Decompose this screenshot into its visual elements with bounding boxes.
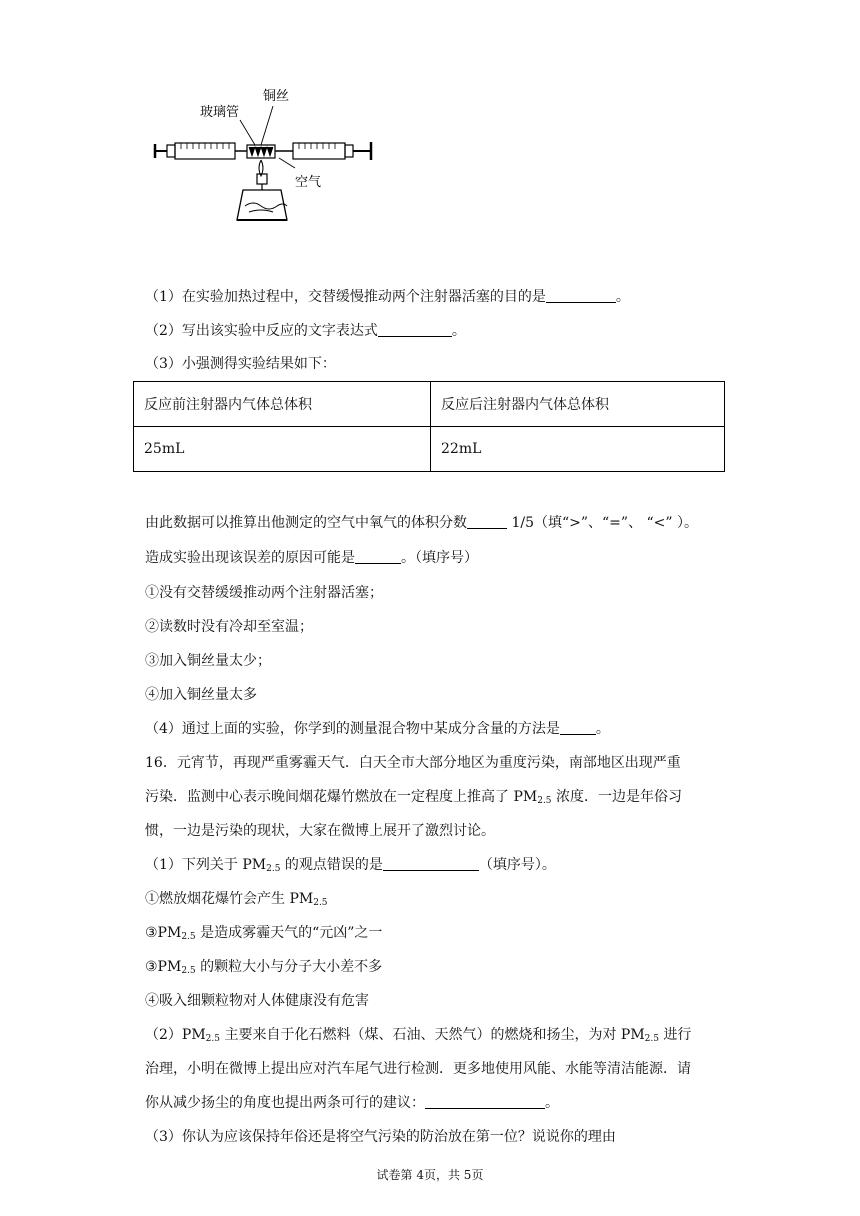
table-row <box>134 427 725 472</box>
table-header-cell: 反应后注射器内气体总体积 <box>431 382 725 427</box>
q15-part3-text: （3）小强测得实验结果如下： <box>145 356 336 372</box>
copper-wire-label: 铜丝 <box>263 88 290 103</box>
answer-blank[interactable] <box>378 322 452 337</box>
option-text-end: 是造成雾霾天气的“元凶”之一 <box>195 925 383 941</box>
q16-intro2-text-end: 浓度．一边是年俗习 <box>551 789 682 805</box>
q15-part1 <box>145 287 630 307</box>
q15-part1-text: （1）在实验加热过程中，交替缓慢推动两个注射器活塞的目的是 <box>145 289 546 305</box>
glass-tube-label: 玻璃管 <box>200 104 240 119</box>
q16-part2-line3-text: 你从减少扬尘的角度也提出两条可行的建议： <box>145 1095 425 1111</box>
apparatus-figure <box>145 78 385 238</box>
q16-part2-text-mid: 主要来自于化石燃料（煤、石油、天然气）的燃烧和扬尘，为对 PM <box>220 1027 645 1043</box>
option-text: ③PM <box>145 959 182 975</box>
q15-cause-hint: 。（填序号） <box>401 550 478 566</box>
subscript: 2.5 <box>537 796 552 806</box>
q16-part2-text: （2）PM <box>145 1027 206 1043</box>
q15-part4 <box>145 719 610 739</box>
answer-blank[interactable] <box>467 514 507 529</box>
q15-infer <box>145 513 698 533</box>
q15-part2 <box>145 321 466 341</box>
subscript: 2.5 <box>313 898 328 908</box>
q15-infer-text: 由此数据可以推算出他测定的空气中氧气的体积分数 <box>145 515 467 531</box>
q16-part1 <box>145 855 556 875</box>
answer-blank[interactable] <box>355 549 401 564</box>
q16-part2-line1 <box>145 1025 691 1045</box>
q15-infer-hint: 1/5（填“>”、“=”、 “<” ）。 <box>511 515 699 531</box>
q16-intro-line2 <box>145 787 682 807</box>
option-text-end: 的颗粒大小与分子大小差不多 <box>195 959 383 975</box>
page-footer: 试卷第 4页，共 5页 <box>376 1168 484 1182</box>
option-item: ④吸入细颗粒物对人体健康没有危害 <box>145 993 369 1009</box>
q15-cause <box>145 548 478 568</box>
syringe-apparatus-diagram <box>145 78 385 238</box>
answer-blank[interactable] <box>425 1094 545 1109</box>
q16-intro-line1: 16．元宵节，再现严重雾霾天气．白天全市大部分地区为重度污染，南部地区出现严重 <box>145 755 681 771</box>
q15-part4-text: （4）通过上面的实验，你学到的测量混合物中某成分含量的方法是 <box>145 721 560 737</box>
q16-part2-line2: 治理，小明在微博上提出应对汽车尾气进行检测．更多地使用风能、水能等清洁能源．请 <box>145 1061 691 1077</box>
q16-part3: （3）你认为应该保持年俗还是将空气污染的防治放在第一位？说说你的理由 <box>145 1129 616 1145</box>
option-text: ③PM <box>145 925 182 941</box>
table-row <box>134 382 725 427</box>
option-item <box>145 889 328 909</box>
air-label: 空气 <box>295 174 322 189</box>
q16-part2-line3-end: 。 <box>545 1095 559 1111</box>
q15-cause-text: 造成实验出现该误差的原因可能是 <box>145 550 355 566</box>
subscript: 2.5 <box>644 1034 659 1044</box>
table-header-cell: 反应前注射器内气体总体积 <box>134 382 431 427</box>
q15-part4-end: 。 <box>595 721 610 737</box>
q16-part1-text: （1）下列关于 PM <box>145 857 267 873</box>
q16-part1-hint: （填序号）。 <box>478 857 556 873</box>
table-cell: 22mL <box>431 427 725 472</box>
option-item <box>145 957 382 977</box>
option-item: ②读数时没有冷却至室温； <box>145 619 313 635</box>
subscript: 2.5 <box>205 1034 220 1044</box>
results-table <box>133 381 725 472</box>
table-cell: 25mL <box>134 427 431 472</box>
subscript: 2.5 <box>181 966 196 976</box>
option-item <box>145 923 382 943</box>
q16-intro-line3: 惯，一边是污染的现状，大家在微博上展开了激烈讨论。 <box>145 823 495 839</box>
q15-part3 <box>145 354 336 374</box>
q15-part1-end: 。 <box>615 289 630 305</box>
option-text: ①燃放烟花爆竹会产生 PM <box>145 891 314 907</box>
option-item: ①没有交替缓缓推动两个注射器活塞； <box>145 585 383 601</box>
option-item: ③加入铜丝量太少； <box>145 653 271 669</box>
q15-part2-end: 。 <box>451 323 466 339</box>
q16-part1-text-mid: 的观点错误的是 <box>280 857 383 873</box>
q16-part2-text-end: 进行 <box>658 1027 692 1043</box>
subscript: 2.5 <box>181 932 196 942</box>
option-item: ④加入铜丝量太多 <box>145 687 257 703</box>
subscript: 2.5 <box>266 864 281 874</box>
answer-blank[interactable] <box>546 288 616 303</box>
q16-part2-line3 <box>145 1093 559 1113</box>
answer-blank[interactable] <box>560 720 596 735</box>
q16-intro2-text: 污染．监测中心表示晚间烟花爆竹燃放在一定程度上推高了 PM <box>145 789 538 805</box>
answer-blank[interactable] <box>383 856 479 871</box>
q15-part2-text: （2）写出该实验中反应的文字表达式 <box>145 323 378 339</box>
